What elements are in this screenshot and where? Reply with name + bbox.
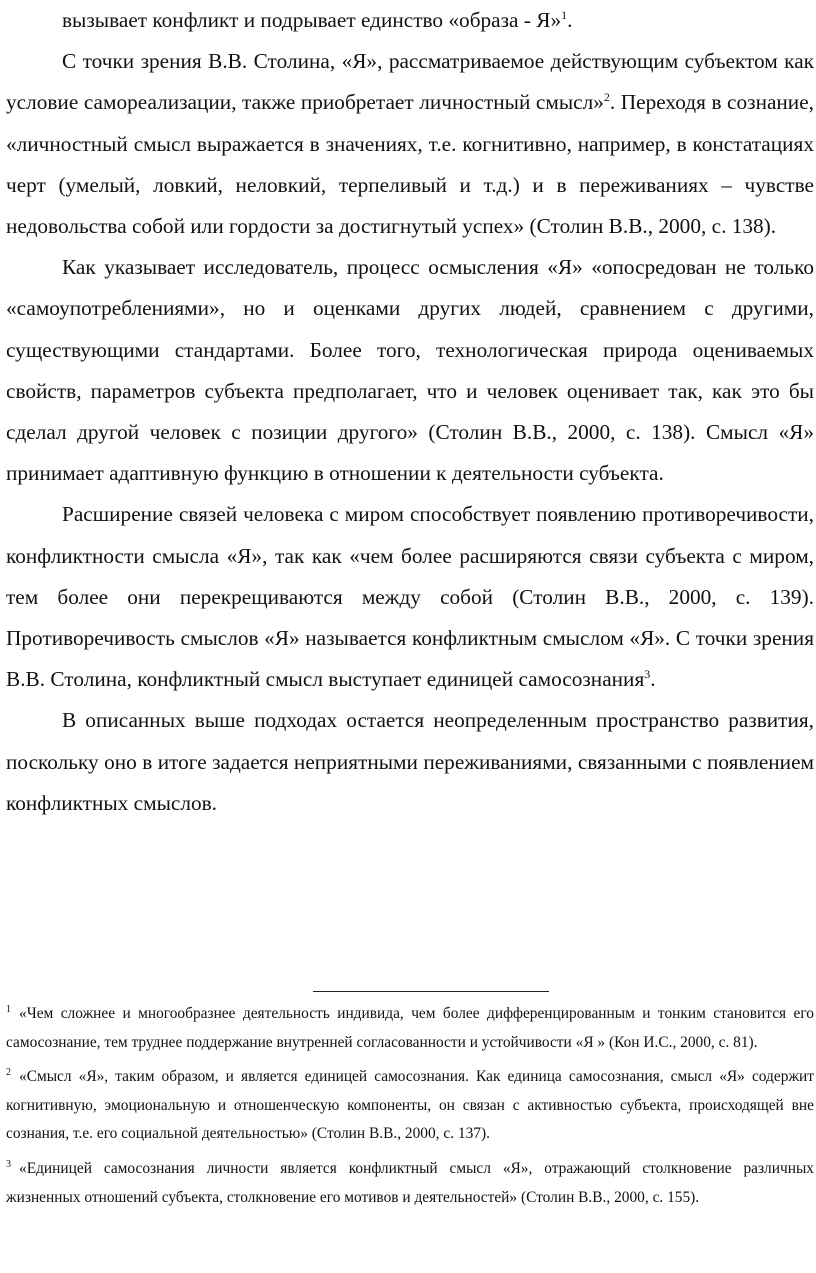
footnote-number: 2 <box>6 1067 11 1079</box>
paragraph-continuation <box>6 0 814 41</box>
paragraph-tail: . <box>650 667 656 692</box>
paragraph-tail: . <box>567 8 573 32</box>
paragraph-text: вызывает конфликт и подрывает единство «образа - Я» <box>62 8 562 32</box>
footnote-ref[interactable]: 2 <box>603 90 610 105</box>
footnote <box>6 1155 814 1212</box>
footnote <box>6 1063 814 1149</box>
paragraph-tail: . Переходя в сознание, «личностный смысл выражается в значениях, т.е. когнитивно, например, в констатациях черт (умелый, ловкий, неловкий, терпеливый и т.д.) и в переживаниях – чувстве недовольства собой или гордости за достигнутый успех» (Столин В.В., 2000, с. 138). <box>6 90 814 239</box>
paragraph <box>6 494 814 700</box>
footnote-divider <box>313 991 549 992</box>
paragraph-text: Расширение связей человека с миром способствует появлению противоречивости, конфликтности смысла «Я», так как «чем более расширяются связи субъекта с миром, тем более они перекрещиваются между собой (Столин В.В., 2000, с. 139). Противоречивость смыслов «Я» называется конфликтным смыслом «Я». С точки зрения В.В. Столина, конфликтный смысл выступает единицей самосознания <box>6 502 814 692</box>
footnote-ref[interactable]: 1 <box>561 7 568 22</box>
footnotes <box>6 1000 814 1218</box>
main-text <box>6 0 814 824</box>
footnote-text: «Чем сложнее и многообразнее деятельность индивида, чем более дифференцированным и тонким становится его самосознание, тем труднее поддержание внутренней согласованности и устойчивости «Я » (Кон И.С., 2000, с. 81). <box>6 1005 814 1051</box>
footnote-text: «Единицей самосознания личности является конфликтный смысл «Я», отражающий столкновение различных жизненных отношений субъекта, столкновение его мотивов и деятельностей» (Столин В.В., 2000, с. 155). <box>6 1159 814 1206</box>
footnote <box>6 1000 814 1057</box>
paragraph-text: Как указывает исследователь, процесс осмысления «Я» «опосредован не только «самоупотреблениями», но и оценками других людей, сравнением с другими, существующими стандартами. Более того, технологическая природа оцениваемых свойств, параметров субъекта предполагает, что и человек оценивает так, как это бы сделал другой человек с позиции другого» (Столин В.В., 2000, с. 138). Смысл «Я» принимает адаптивную функцию в отношении к деятельности субъекта. <box>6 255 814 486</box>
paragraph <box>6 41 814 247</box>
footnote-text: «Смысл «Я», таким образом, и является единицей самосознания. Как единица самосознания, смысл «Я» содержит когнитивную, эмоциональную и отношенческую компоненты, он связан с активностью субъекта, происходящей вне сознания, т.е. его социальной деятельностью» (Столин В.В., 2000, с. 137). <box>6 1068 814 1143</box>
footnote-number: 1 <box>6 1003 11 1015</box>
paragraph <box>6 247 814 494</box>
footnote-ref[interactable]: 3 <box>644 667 651 682</box>
paragraph-text: В описанных выше подходах остается неопределенным пространство развития, поскольку оно в итоге задается неприятными переживаниями, связанными с появлением конфликтных смыслов. <box>6 708 814 815</box>
paragraph-text: С точки зрения В.В. Столина, «Я», рассматриваемое действующим субъектом как условие самореализации, также приобретает личностный смысл» <box>6 49 814 115</box>
paragraph <box>6 700 814 824</box>
footnote-number: 3 <box>6 1158 11 1170</box>
